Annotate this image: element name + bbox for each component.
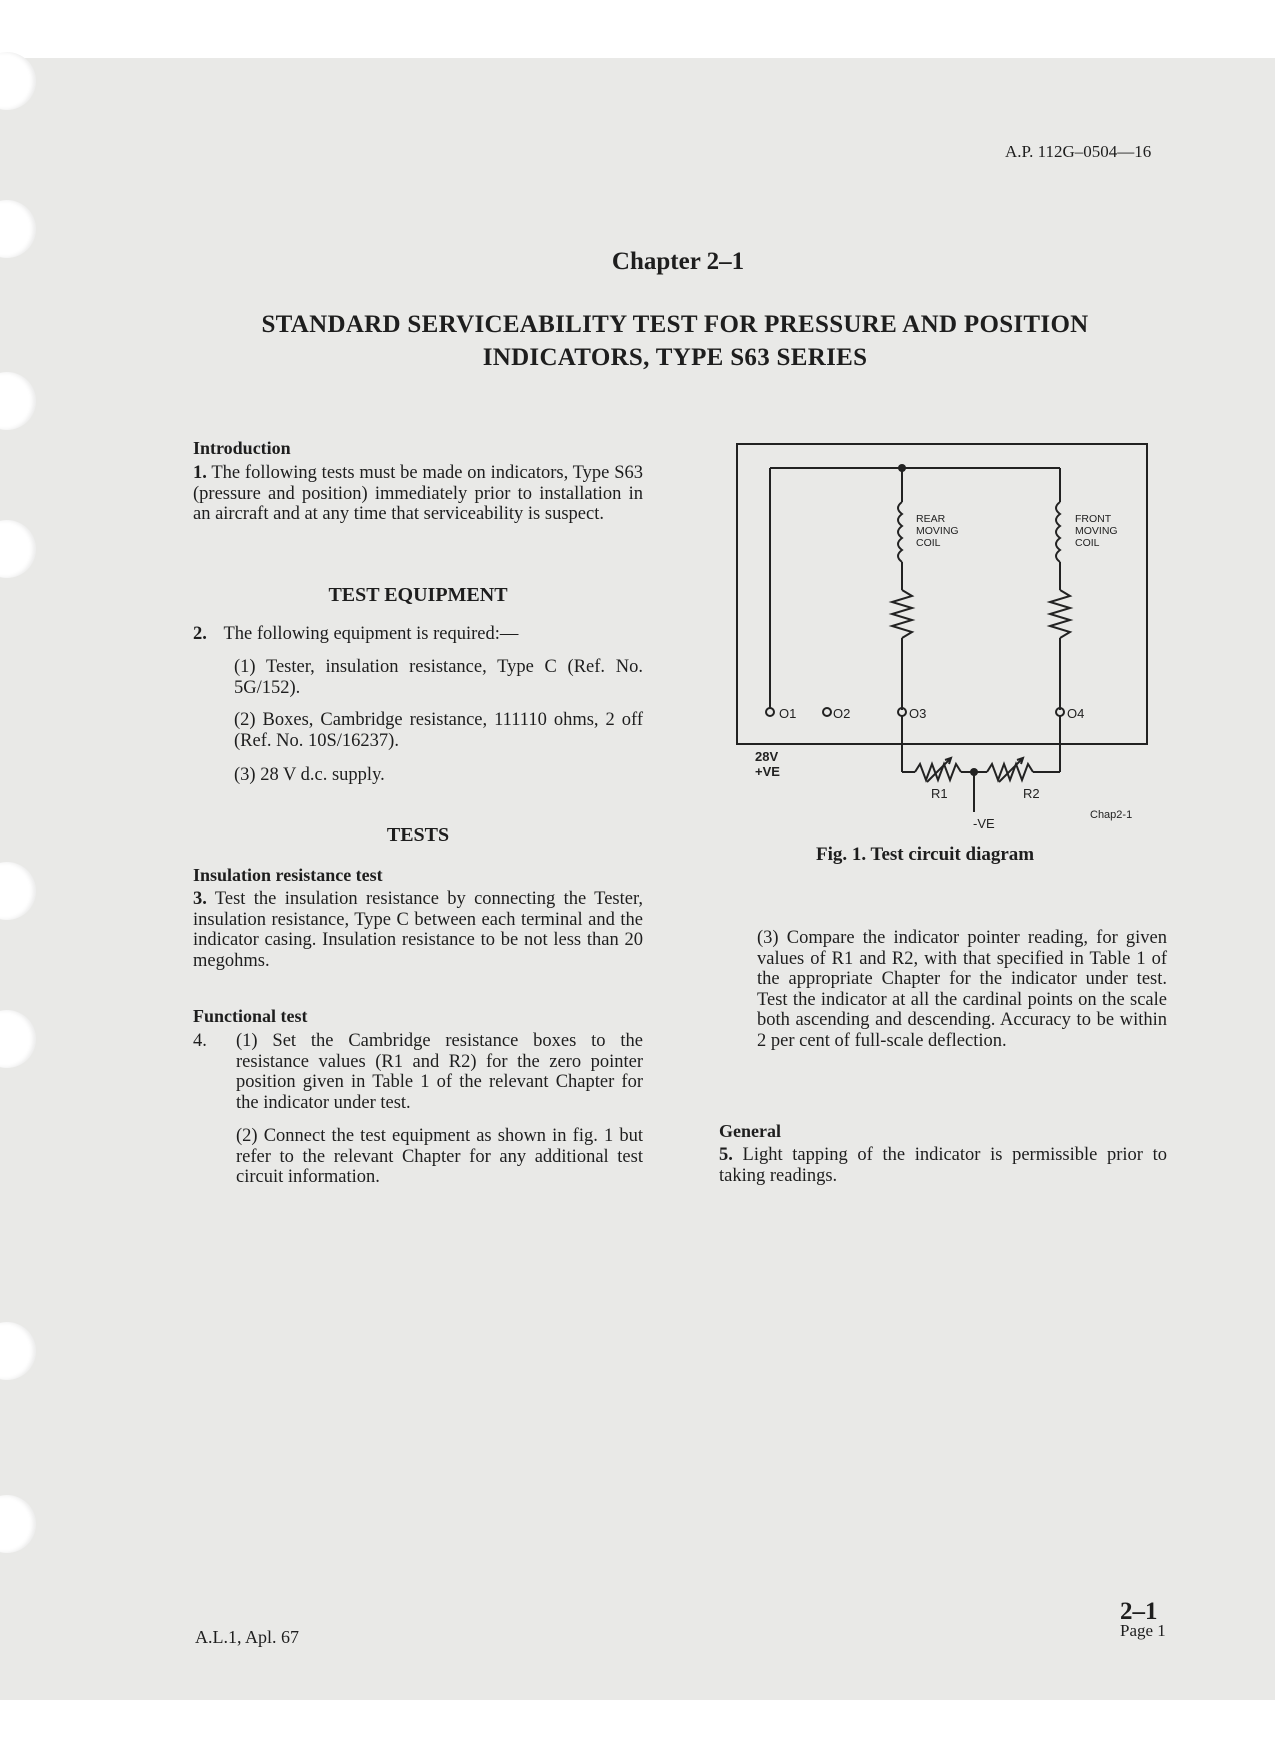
- rear-coil-label-3: COIL: [916, 537, 941, 549]
- terminal-1-label: O1: [779, 706, 797, 721]
- equipment-item-2: (2) Boxes, Cambridge resistance, 111110 ohms, 2 off (Ref. No. 10S/16237).: [234, 710, 643, 751]
- figure-caption: Fig. 1. Test circuit diagram: [816, 844, 1035, 865]
- supply-label-1: 28V: [755, 749, 779, 764]
- paragraph-5: [719, 1145, 1167, 1186]
- paragraph-3-text: Test the insulation resistance by connecting the Tester, insulation resistance, Type C between each terminal and the indicator casing. Insulation resistance to be not less than 20 megohms.: [193, 889, 643, 971]
- rear-coil-label-2: MOVING: [916, 525, 959, 537]
- paragraph-3-number: 3.: [193, 889, 207, 909]
- page-label: Page 1: [1120, 1621, 1166, 1640]
- paragraph-1: [193, 463, 643, 525]
- title-line-2: INDICATORS, TYPE S63 SERIES: [482, 344, 868, 371]
- front-coil-label-2: MOVING: [1075, 525, 1118, 537]
- scan-bottom-margin: [0, 1700, 1275, 1748]
- binder-hole: [0, 1010, 36, 1068]
- insulation-test-heading: Insulation resistance test: [193, 865, 383, 885]
- amendment-note: A.L.1, Apl. 67: [195, 1627, 300, 1647]
- binder-hole: [0, 520, 36, 578]
- introduction-heading: Introduction: [193, 438, 291, 458]
- rear-coil-label-1: REAR: [916, 513, 946, 525]
- paragraph-5-text: Light tapping of the indicator is permissible prior to taking readings.: [719, 1145, 1168, 1186]
- r1-label: R1: [931, 786, 948, 801]
- paragraph-1-text: The following tests must be made on indicators, Type S63 (pressure and position) immediately prior to installation in an aircraft and at any time that serviceability is suspect.: [193, 463, 643, 524]
- general-heading: General: [719, 1121, 781, 1141]
- junction-dot-bottom: [970, 768, 978, 776]
- rear-coil-symbol: [898, 502, 902, 562]
- test-equipment-heading: TEST EQUIPMENT: [328, 584, 508, 606]
- scan-top-margin: [0, 0, 1275, 58]
- terminal-3-label: O3: [909, 706, 927, 721]
- paragraph-2: [193, 624, 643, 645]
- binder-hole: [0, 1322, 36, 1380]
- front-resistor-symbol: [1050, 590, 1070, 638]
- tests-heading: TESTS: [386, 824, 450, 846]
- terminal-4-label: O4: [1067, 706, 1085, 721]
- functional-item-2: (2) Connect the test equipment as shown in fig. 1 but refer to the relevant Chapter for any additional test circuit information.: [236, 1126, 643, 1187]
- terminal-2-label: O2: [833, 706, 851, 721]
- paragraph-3: [193, 889, 643, 971]
- front-coil-symbol: [1056, 502, 1060, 562]
- functional-item-1: (1) Set the Cambridge resistance boxes to the resistance values (R1 and R2) for the zero pointer position given in Table 1 of the relevant Chapter for the indicator under test.: [236, 1031, 643, 1113]
- junction-dot: [898, 464, 906, 472]
- terminal-1: [766, 708, 774, 716]
- equipment-item-1: (1) Tester, insulation resistance, Type C (Ref. No. 5G/152).: [234, 657, 643, 698]
- binder-hole: [0, 1495, 36, 1553]
- binder-hole: [0, 372, 36, 430]
- front-coil-label-1: FRONT: [1075, 513, 1112, 525]
- page-number: 2–1: [1120, 1598, 1158, 1625]
- paragraph-5-number: 5.: [719, 1145, 733, 1165]
- paragraph-4-number: 4.: [193, 1031, 207, 1051]
- r2-label: R2: [1023, 786, 1040, 801]
- paragraph-2-text: The following equipment is required:—: [223, 624, 519, 644]
- supply-label-2: +VE: [755, 764, 780, 779]
- rear-resistor-symbol: [892, 590, 912, 638]
- front-coil-label-3: COIL: [1075, 537, 1100, 549]
- test-circuit-diagram: [735, 440, 1155, 830]
- document-reference: A.P. 112G–0504—16: [1005, 142, 1152, 161]
- negative-label: -VE: [973, 816, 995, 830]
- functional-item-3: (3) Compare the indicator pointer reading, for given values of R1 and R2, with that specified in Table 1 of the appropriate Chapter for the indicator under test. Test the indicator at all the cardinal points on the scale both ascending and descending. Accuracy to be within 2 per cent of full-scale deflection.: [757, 928, 1167, 1051]
- functional-test-heading: Functional test: [193, 1006, 308, 1026]
- terminal-2: [823, 708, 831, 716]
- chapter-heading: Chapter 2–1: [611, 248, 745, 275]
- figure-reference-note: Chap2-1: [1090, 809, 1133, 821]
- paragraph-1-number: 1.: [193, 463, 207, 483]
- paragraph-2-number: 2.: [193, 624, 207, 644]
- page-title: [230, 308, 1120, 374]
- title-line-1: STANDARD SERVICEABILITY TEST FOR PRESSURE AND POSITION: [261, 311, 1089, 338]
- binder-hole: [0, 862, 36, 920]
- equipment-item-3: (3) 28 V d.c. supply.: [234, 765, 385, 785]
- binder-hole: [0, 52, 36, 110]
- diagram-outer-frame: [737, 444, 1147, 744]
